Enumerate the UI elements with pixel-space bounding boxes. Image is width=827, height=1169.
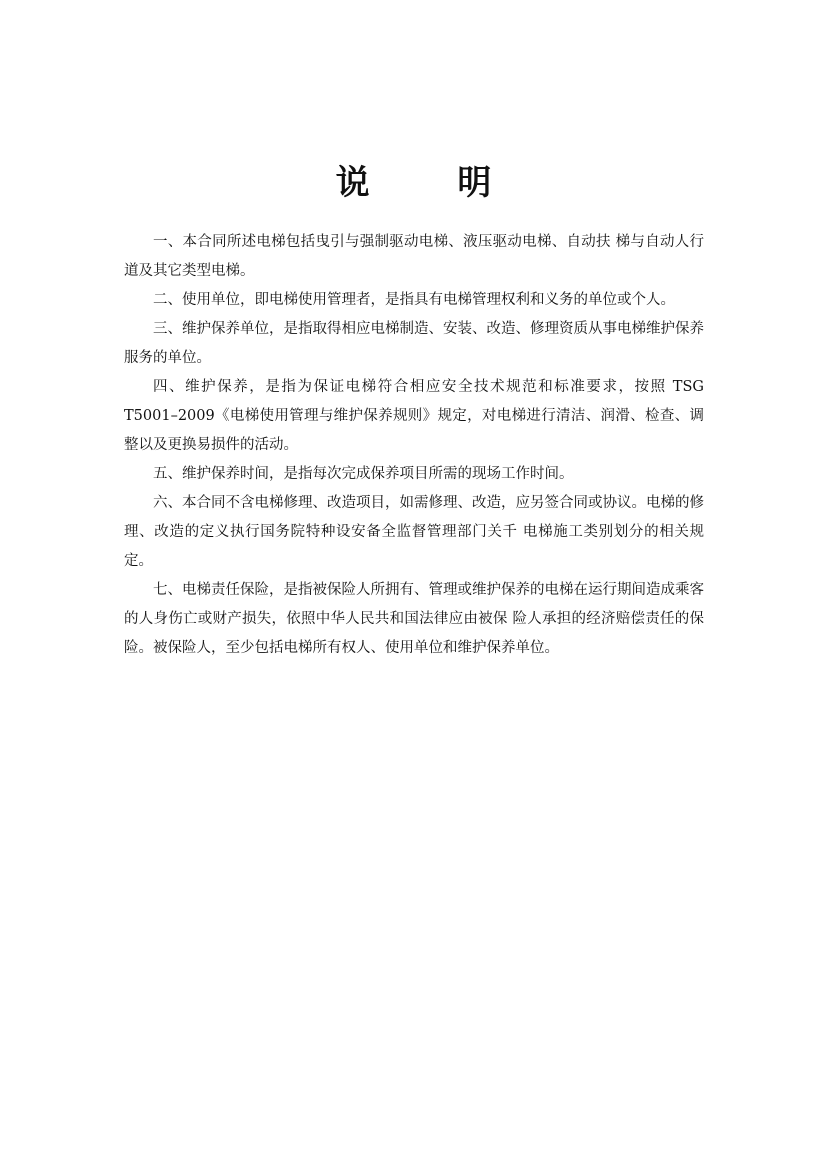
paragraph-2: 二、使用单位，即电梯使用管理者，是指具有电梯管理权利和义务的单位或个人。 — [153, 292, 675, 308]
paragraph-4: 四、维护保养，是指为保证电梯符合相应安全技术规范和标准要求，按照 TSG T5001–2009《电梯使用管理与维护保养规则》规定，对电梯进行清洁、润滑、检查、调整以及更换易损件的活动。 — [124, 379, 704, 453]
paragraph-7: 七、电梯责任保险，是指被保险人所拥有、管理或维护保养的电梯在运行期间造成乘客的人身伤亡或财产损失，依照中华人民共和国法律应由被保 险人承担的经济赔偿责任的保险。被保险人，至少包括电梯所有权人、使用单位和维护保养单位。 — [124, 582, 704, 656]
page-title: 说 明 — [335, 162, 530, 203]
paragraph-1: 一、本合同所述电梯包括曳引与强制驱动电梯、液压驱动电梯、自动扶 梯与自动人行道及其它类型电梯。 — [124, 234, 704, 279]
paragraph-5: 五、维护保养时间，是指每次完成保养项目所需的现场工作时间。 — [153, 466, 574, 482]
document-body — [124, 228, 704, 663]
paragraph-3: 三、维护保养单位，是指取得相应电梯制造、安装、改造、修理资质从事电梯维护保养服务的单位。 — [124, 321, 704, 366]
paragraph-6: 六、本合同不含电梯修理、改造项目，如需修理、改造，应另签合同或协议。电梯的修理、改造的定义执行国务院特种设安备全监督管理部门关千 电梯施工类别划分的相关规定。 — [124, 495, 704, 569]
